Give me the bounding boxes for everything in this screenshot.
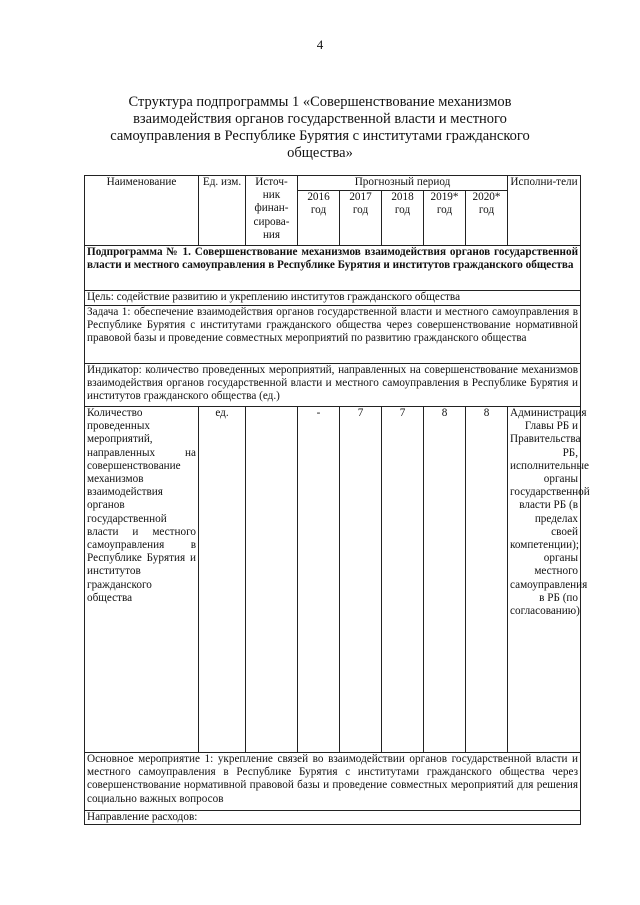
header-year-2020: 2020* год [466, 191, 508, 246]
source-cell [246, 407, 298, 753]
main-activity-row: Основное мероприятие 1: укрепление связей во взаимодействии органов государственной власти и местного самоуправления в Республике Бурятия с институтами гражданского общества через совершенствование нормативной правовой базы и проведение совместных мероприятий для решения социально важных вопросов [85, 753, 581, 811]
header-forecast: Прогнозный период [298, 176, 508, 191]
value-2020-cell: 8 [466, 407, 508, 753]
value-2019-cell: 8 [424, 407, 466, 753]
value-2016-cell: - [298, 407, 340, 753]
table-row [85, 407, 581, 753]
header-year-2016: 2016 год [298, 191, 340, 246]
indicator-name-cell: Количество проведенных мероприятий, направленных на совершенствование механизмов взаимодействия органов государственной власти и местного самоуправления в Республике Бурятия и институтов гражданского общества [85, 407, 199, 753]
header-name: Наименование [85, 176, 199, 246]
header-source: Источ-ник финан-сирова-ния [246, 176, 298, 246]
header-executors: Исполни-тели [508, 176, 581, 246]
expenses-row: Направление расходов: [85, 811, 581, 825]
indicator-row: Индикатор: количество проведенных мероприятий, направленных на совершенствование механизмов взаимодействия органов государственной власти и местного самоуправления в Республике Бурятия и институтов гражданского общества (ед.) [85, 364, 581, 407]
task-row: Задача 1: обеспечение взаимодействия органов государственной власти и местного самоуправления в Республике Бурятия с институтами гражданского общества через совершенствование нормативной правовой базы и проведение совместных мероприятий по развитию гражданского общества [85, 306, 581, 364]
header-year-2018: 2018 год [382, 191, 424, 246]
value-2018-cell: 7 [382, 407, 424, 753]
page-number: 4 [316, 37, 324, 52]
header-year-2019: 2019* год [424, 191, 466, 246]
subprogram-title-row: Подпрограмма № 1. Совершенствование механизмов взаимодействия органов государственной власти и местного самоуправления в Республике Бурятия и институтов гражданского общества [85, 246, 581, 291]
page-title: Структура подпрограммы 1 «Совершенствование механизмов взаимодействия органов государственной власти и местного самоуправления в Республике Бурятия с институтами гражданского общества» [110, 94, 530, 161]
header-unit: Ед. изм. [199, 176, 246, 246]
value-2017-cell: 7 [340, 407, 382, 753]
subprogram-structure-table [84, 175, 590, 825]
header-year-2017: 2017 год [340, 191, 382, 246]
executors-cell: Администрация Главы РБ и Правительства РБ, исполнительные органы государственной власти РБ (в пределах своей компетенции); органы местного самоуправления в РБ (по согласованию) [508, 407, 581, 753]
unit-cell: ед. [199, 407, 246, 753]
goal-row: Цель: содействие развитию и укреплению институтов гражданского общества [85, 291, 581, 306]
